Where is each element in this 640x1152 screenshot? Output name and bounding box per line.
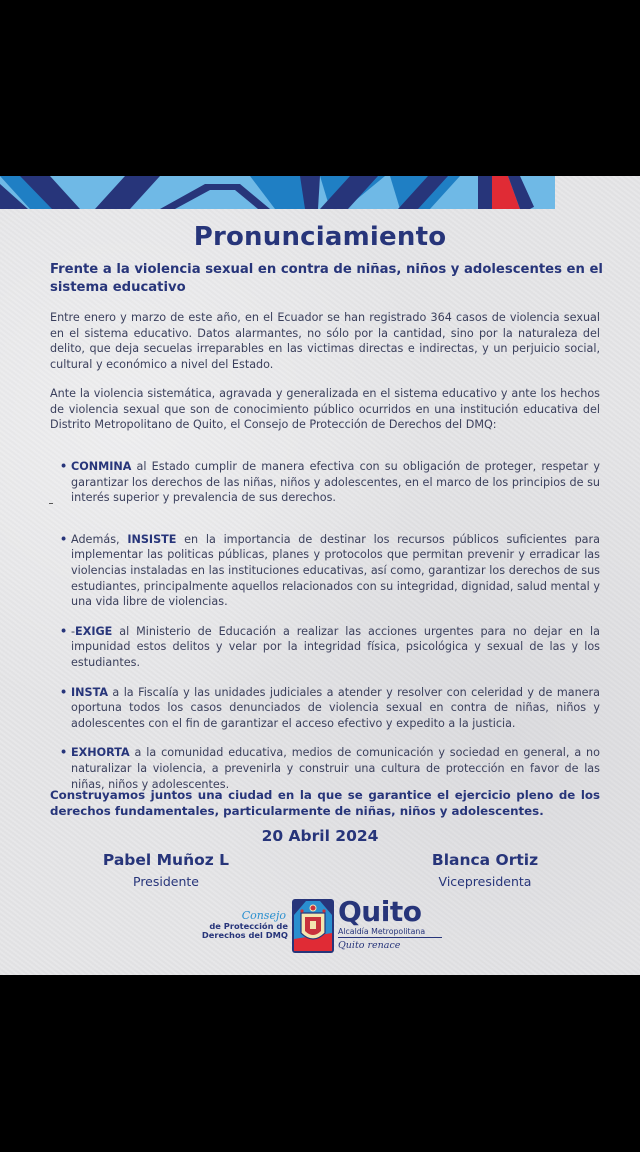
intro-paragraph: Entre enero y marzo de este año, en el Ecuador se han registrado 364 casos de violencia sexual en el sistema educativo. Datos alarmantes, no sólo por la cantidad, sino por la naturaleza del delito, que deja secuelas irreparables en las victimas directas e indirectas, y un perjuicio social, cultural y económico a nivel del Estado. [50,311,600,371]
bullet-icon: • [60,746,68,760]
list-item [60,624,600,671]
consejo-script-text: Consejo [241,909,286,922]
bullet-keyword: INSTA [71,685,109,699]
quito-tagline: Quito renace [338,940,401,951]
page-title: Pronunciamiento [193,222,447,252]
quito-coat-of-arms-icon [292,899,334,953]
signatory-name: Pabel Muñoz L [102,851,230,869]
bullet-keyword: EXIGE [75,624,113,638]
bullet-prefix: - [71,624,76,638]
consejo-line: Derechos del DMQ [201,930,288,940]
list-item [60,745,600,792]
bullet-keyword: EXHORTA [71,746,130,760]
signature-president [66,851,266,889]
list-item [60,459,600,506]
closing-statement: Construyamos juntos una ciudad en la que se garantice el ejercicio pleno de los derechos fundamentales, particularmente de niñas, niños y adolescentes. [50,788,600,818]
bullet-icon: • [60,624,68,638]
pronouncement-sheet [0,176,640,975]
decorative-banner [0,176,640,209]
signatory-role: Vicepresidenta [438,874,532,889]
document-date: 20 Abril 2024 [261,827,379,845]
bullet-keyword: INSISTE [127,532,177,546]
bullet-text: a la Fiscalía y las unidades judiciales a atender y resolver con celeridad y de manera oportuna todos los casos denunciados de violencia sexual en contra de niñas, niños y adolescentes con el fin de garantizar el acceso efectivo y expedito a la justicia. [71,685,600,730]
consejo-logo [190,909,288,940]
bullet-text: a la comunidad educativa, medios de comunicación y sociedad en general, a no naturalizar la violencia, a prevenirla y construir una cultura de protección en favor de las niñas, niños y adolescentes. [71,746,600,791]
signatory-role: Presidente [133,874,199,889]
bullet-text: en la importancia de destinar los recursos públicos suficientes para implementar las politicas públicas, planes y protocolos que permitan prevenir y erradicar las violencias instaladas en las instituciones educativas, así como, garantizar los derechos de sus estudiantes, principalmente aquellos relacionados con su integridad, dignidad, salud mental y una vida libre de violencias. [71,532,600,609]
resolutions-list [60,459,600,792]
signatory-name: Blanca Ortiz [431,851,539,869]
quito-logo [338,897,442,951]
quito-subtitle: Alcaldía Metropolitana [338,927,442,938]
subtitle: Frente a la violencia sexual en contra de niñas, niños y adolescentes en el sistema educativo [50,262,603,295]
list-item [60,532,600,610]
bullet-prefix: Además, [71,532,128,546]
stray-mark [49,503,53,504]
banner-stripe [478,176,492,209]
quito-wordmark: Quito [338,895,422,928]
bullet-icon: • [60,685,68,699]
bullet-text: al Ministerio de Educación a realizar las acciones urgentes para no dejar en la impunidad estos delitos y velar por la integridad física, psicológica y sexual de las y los estudiantes. [71,624,600,669]
bullet-keyword: CONMINA [71,460,132,473]
signature-vicepresident [385,851,585,889]
list-item [60,685,600,732]
bullet-icon: • [60,460,68,473]
bullet-icon: • [60,532,68,546]
consejo-line: de Protección de [209,921,288,931]
bullet-text: al Estado cumplir de manera efectiva con su obligación de proteger, respetar y garantizar los derechos de las niñas, niños y adolescentes, en el marco de los principios de su interés superior y prevalencia de sus derechos. [71,460,600,505]
context-paragraph: Ante la violencia sistemática, agravada y generalizada en el sistema educativo y ante los hechos de violencia sexual que son de conocimiento público ocurridos en una institución educativa del Distrito Metropolitano de Quito, el Consejo de Protección de Derechos del DMQ: [50,387,600,432]
